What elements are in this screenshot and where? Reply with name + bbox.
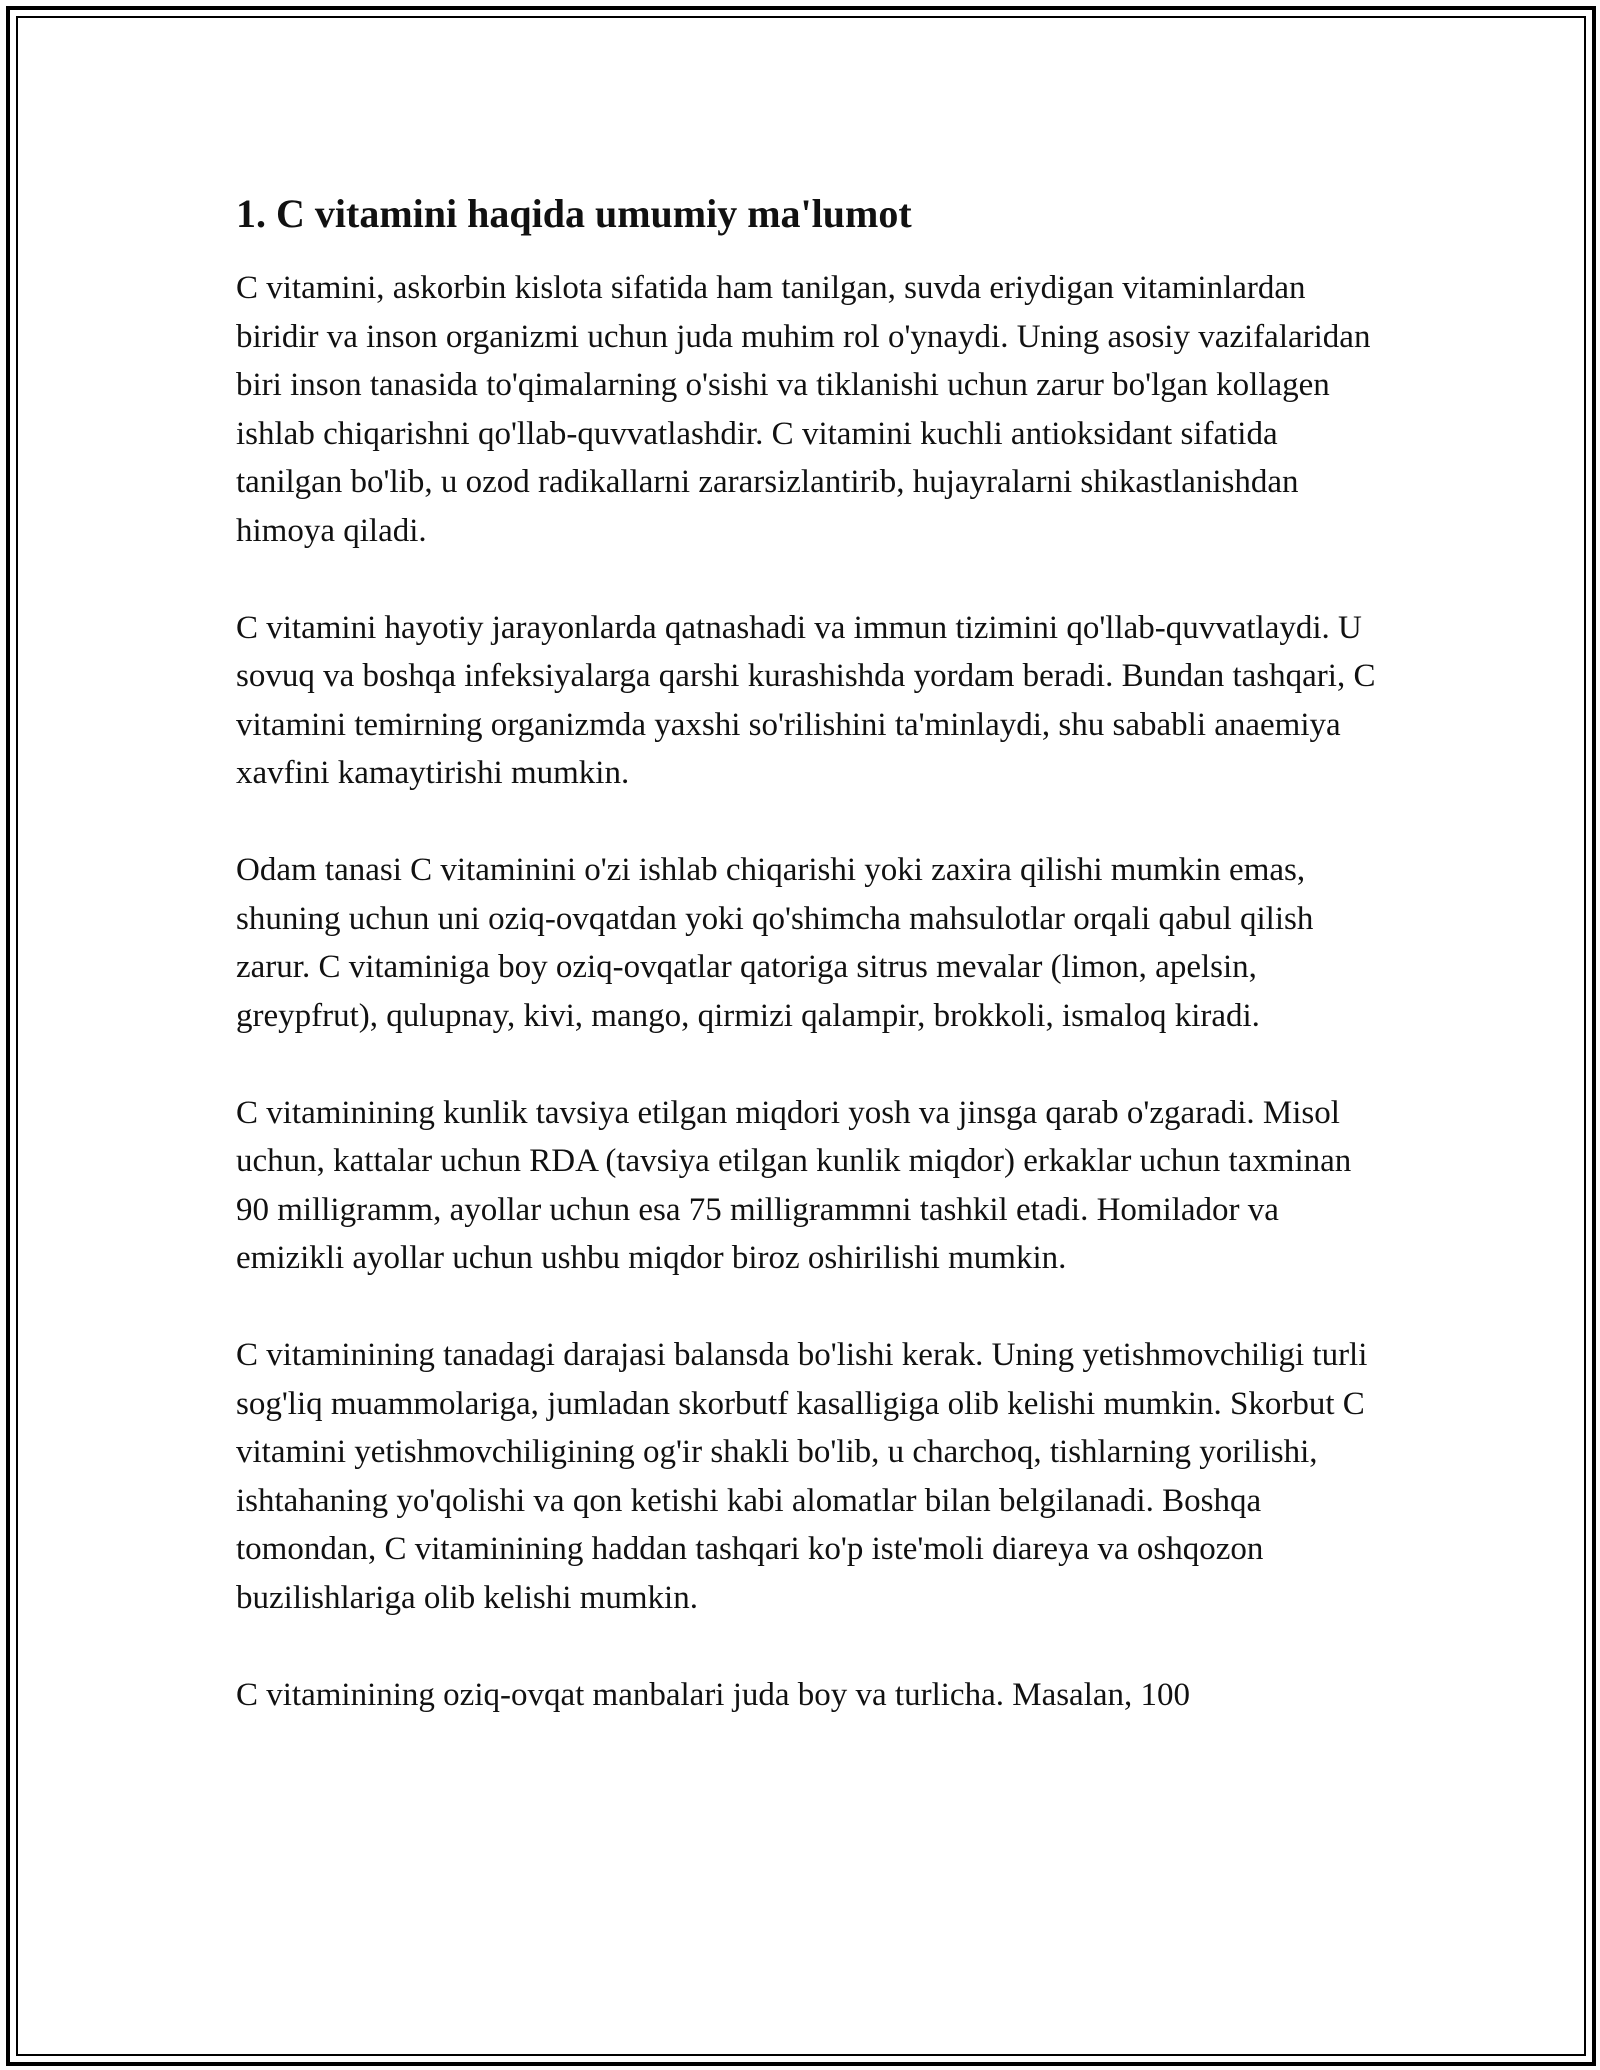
section-heading: 1. C vitamini haqida umumiy ma'lumot xyxy=(236,191,912,236)
paragraph-4: C vitaminining kunlik tavsiya etilgan miqdori yosh va jinsga qarab o'zgaradi. Misol uchun, kattalar uchun RDA (tavsiya etilgan kunlik miqdor) erkaklar uchun taxminan 90 milligramm, ayollar uchun esa 75 milligrammni tashkil etadi. Homilador va emizikli ayollar uchun ushbu miqdor biroz oshirilishi mumkin. xyxy=(236,1094,1352,1276)
paragraph-1: C vitamini, askorbin kislota sifatida ham tanilgan, suvda eriydigan vitaminlardan biridir va inson organizmi uchun juda muhim rol o'ynaydi. Uning asosiy vazifalaridan biri inson tanasida to'qimalarning o'sishi va tiklanishi uchun zarur bo'lgan kollagen ishlab chiqarishni qo'llab-quvvatlashdir. C vitamini kuchli antioksidant sifatida tanilgan bo'lib, u ozod radikallarni zararsizlantirib, hujayralarni shikastlanishdan himoya qiladi. xyxy=(236,270,1371,549)
paragraph-3: Odam tanasi C vitaminini o'zi ishlab chiqarishi yoki zaxira qilishi mumkin emas, shuning uchun uni oziq-ovqatdan yoki qo'shimcha mahsulotlar orqali qabul qilish zarur. C vitaminiga boy oziq-ovqatlar qatoriga sitrus mevalar (limon, apelsin, greypfrut), qulupnay, kivi, mango, qirmizi qalampir, brokkoli, ismaloq kiradi. xyxy=(236,852,1314,1034)
paragraph-2: C vitamini hayotiy jarayonlarda qatnashadi va immun tizimini qo'llab-quvvatlaydi. U sovuq va boshqa infeksiyalarga qarshi kurashishda yordam beradi. Bundan tashqari, C vitamini temirning organizmda yaxshi so'rilishini ta'minlaydi, shu sababli anaemiya xavfini kamaytirishi mumkin. xyxy=(236,609,1376,791)
document-body xyxy=(236,188,1386,1768)
paragraph-6: C vitaminining oziq-ovqat manbalari juda boy va turlicha. Masalan, 100 xyxy=(236,1676,1191,1713)
paragraph-5: C vitaminining tanadagi darajasi balansda bo'lishi kerak. Uning yetishmovchiligi turli sog'liq muammolariga, jumladan skorbutf kasalligiga olib kelishi mumkin. Skorbut C vitamini yetishmovchiligining og'ir shakli bo'lib, u charchoq, tishlarning yorilishi, ishtahaning yo'qolishi va qon ketishi kabi alomatlar bilan belgilanadi. Boshqa tomondan, C vitaminining haddan tashqari ko'p iste'moli diareya va oshqozon buzilishlariga olib kelishi mumkin. xyxy=(236,1337,1368,1616)
